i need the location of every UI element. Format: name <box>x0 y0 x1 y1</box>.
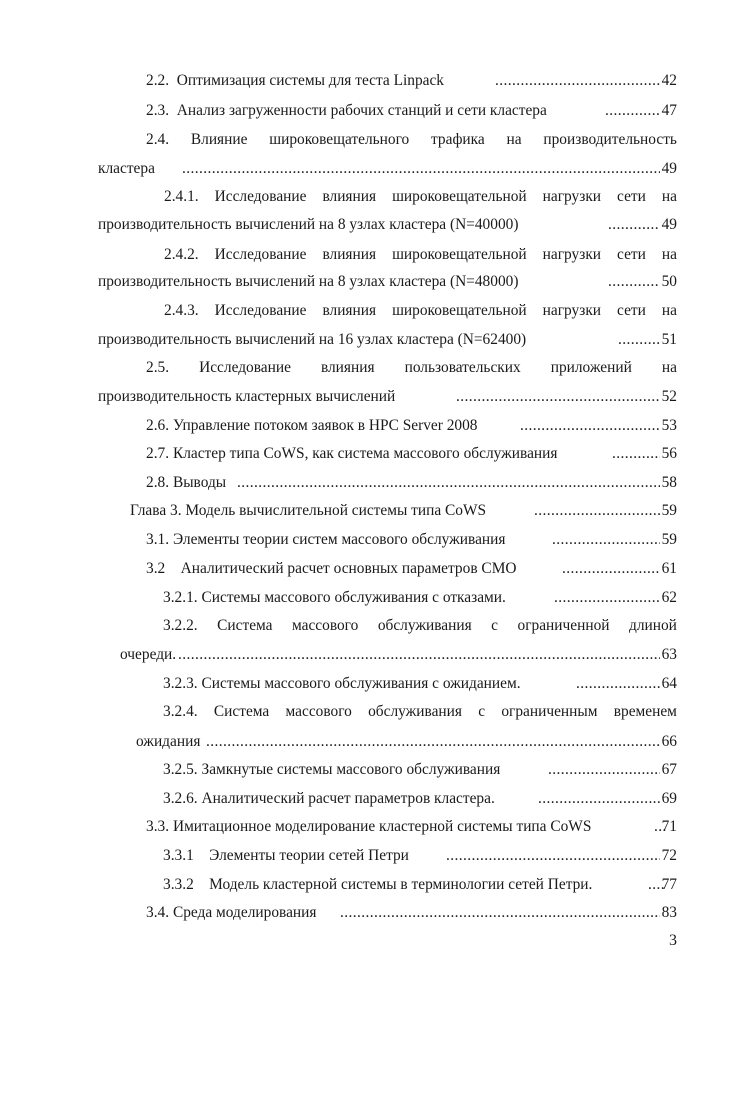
toc-title: Элементы теории сетей Петри <box>209 847 409 864</box>
toc-page: 42 <box>661 72 677 89</box>
toc-entry-2-6[interactable] <box>0 413 733 439</box>
toc-number: 3.2.5. <box>163 761 198 778</box>
toc-number: 3.2.6. <box>163 790 198 807</box>
toc-entry-chapter-3[interactable] <box>0 498 733 524</box>
leader-dots <box>548 757 660 783</box>
toc-page: 72 <box>661 847 677 864</box>
toc-entry-3-2-5[interactable] <box>0 757 733 783</box>
toc-entry-2-8[interactable] <box>0 470 733 496</box>
leader-dots <box>456 384 660 410</box>
toc-entry-2-5[interactable]: 2.5. Исследование влияния пользовательских приложений на <box>0 355 733 381</box>
toc-number: Глава 3. <box>130 502 182 519</box>
toc-page: 62 <box>661 589 677 606</box>
toc-number: 2.4.3. <box>164 302 199 319</box>
leader-dots <box>340 900 660 926</box>
toc-entry-2-3[interactable] <box>0 98 733 124</box>
toc-title: Управление потоком заявок в HPC Server 2008 <box>172 417 478 434</box>
toc-page: 47 <box>661 102 677 119</box>
toc-entry-2-4-2-cont[interactable] <box>0 269 733 295</box>
toc-entry-2-4-3[interactable]: 2.4.3. Исследование влияния широковещательной нагрузки сети на <box>0 298 733 324</box>
toc-title-cont: кластера <box>98 160 155 177</box>
toc-entry-3-2-4-cont[interactable] <box>0 729 733 755</box>
toc-number: 2.6. <box>146 417 170 434</box>
toc-title-cont: очереди. <box>120 646 177 663</box>
toc-entry-2-4-1[interactable]: 2.4.1. Исследование влияния широковещательной нагрузки сети на <box>0 184 733 210</box>
toc-number: 2.7. <box>146 445 170 462</box>
toc-title: Модель вычислительной системы типа CoWS <box>185 502 487 519</box>
toc-entry-3-2-2-cont[interactable] <box>0 642 733 668</box>
toc-title: Оптимизация системы для теста Linpack <box>176 72 445 89</box>
toc-number: 2.4. <box>146 131 170 148</box>
toc-number: 3.3. <box>146 818 170 835</box>
toc-page: 77 <box>661 876 677 893</box>
toc-number: 2.2. <box>146 72 170 89</box>
toc-number: 2.4.1. <box>164 188 199 205</box>
toc-page: 50 <box>661 273 677 290</box>
toc-entry-3-2[interactable] <box>0 556 733 582</box>
toc-page: 49 <box>661 160 677 177</box>
leader-dots <box>608 269 660 295</box>
toc-page: 83 <box>661 904 677 921</box>
toc-page: 56 <box>661 445 677 462</box>
toc-entry-2-2[interactable] <box>0 68 733 94</box>
toc-title: Аналитический расчет параметров кластера. <box>201 790 495 807</box>
leader-dots <box>576 671 660 697</box>
toc-page: 51 <box>661 331 677 348</box>
toc-number: 3.2.4. <box>163 703 198 720</box>
toc-title-cont: ожидания <box>136 733 201 750</box>
toc-number: 3.2 <box>146 560 166 577</box>
leader-dots <box>495 68 660 94</box>
toc-page: 69 <box>661 790 677 807</box>
toc-number: 2.3. <box>146 102 170 119</box>
toc-title: Системы массового обслуживания с ожиданием. <box>201 675 521 692</box>
toc-title-cont: производительность вычислений на 8 узлах кластера (N=48000) <box>98 273 519 290</box>
toc-entry-2-4-2[interactable]: 2.4.2. Исследование влияния широковещательной нагрузки сети на <box>0 242 733 268</box>
toc-entry-3-3-2[interactable] <box>0 872 733 898</box>
toc-entry-3-2-3[interactable] <box>0 671 733 697</box>
toc-number: 2.4.2. <box>164 246 199 263</box>
toc-entry-3-2-2[interactable]: 3.2.2. Система массового обслуживания с ограниченной длиной <box>0 613 733 639</box>
toc-entry-2-5-cont[interactable] <box>0 384 733 410</box>
toc-page: 58 <box>661 474 677 491</box>
toc-entry-2-4[interactable]: 2.4. Влияние широковещательного трафика на производительность <box>0 127 733 153</box>
toc-entry-3-3-1[interactable] <box>0 843 733 869</box>
leader-dots <box>562 556 660 582</box>
leader-dots <box>237 470 660 496</box>
toc-page: 63 <box>661 646 677 663</box>
toc-title-cont: производительность кластерных вычислений <box>98 388 396 405</box>
toc-title-cont: производительность вычислений на 8 узлах кластера (N=40000) <box>98 216 519 233</box>
leader-dots <box>612 441 660 467</box>
toc-page: 53 <box>661 417 677 434</box>
leader-dots <box>446 843 660 869</box>
leader-dots <box>538 786 660 812</box>
leader-dots <box>206 729 660 755</box>
leader-dots <box>554 585 660 611</box>
leader-dots <box>520 413 660 439</box>
toc-title-cont: производительность вычислений на 16 узлах кластера (N=62400) <box>98 331 527 348</box>
leader-dots <box>178 642 660 668</box>
toc-number: 3.2.1. <box>163 589 198 606</box>
toc-title: Среда моделирования <box>172 904 317 921</box>
toc-entry-3-4[interactable] <box>0 900 733 926</box>
toc-number: 2.8. <box>146 474 170 491</box>
toc-number: 3.3.1 <box>163 847 194 864</box>
toc-entry-3-2-6[interactable] <box>0 786 733 812</box>
toc-number: 2.5. <box>146 359 170 376</box>
toc-entry-2-4-3-cont[interactable] <box>0 327 733 353</box>
toc-entry-3-2-4[interactable]: 3.2.4. Система массового обслуживания с ограниченным временем <box>0 699 733 725</box>
toc-number: 3.1. <box>146 531 170 548</box>
toc-page: 49 <box>661 216 677 233</box>
toc-title: Аналитический расчет основных параметров СМО <box>180 560 517 577</box>
leader-dots <box>534 498 660 524</box>
toc-entry-2-4-1-cont[interactable] <box>0 212 733 238</box>
toc-page: 59 <box>661 502 677 519</box>
toc-page: 64 <box>661 675 677 692</box>
toc-title: Элементы теории систем массового обслуживания <box>172 531 506 548</box>
toc-entry-2-7[interactable] <box>0 441 733 467</box>
page-number: 3 <box>669 932 677 949</box>
leader-dots <box>182 156 660 182</box>
toc-number: 3.2.3. <box>163 675 198 692</box>
toc-title: Имитационное моделирование кластерной системы типа CoWS <box>172 818 592 835</box>
toc-page: 67 <box>661 761 677 778</box>
toc-entry-3-1[interactable] <box>0 527 733 553</box>
toc-entry-3-3[interactable] <box>0 814 733 840</box>
toc-page: 52 <box>661 388 677 405</box>
toc-page: 66 <box>661 733 677 750</box>
leader-dots <box>605 98 660 124</box>
toc-title: Модель кластерной системы в терминологии сетей Петри. <box>209 876 593 893</box>
toc-page: 71 <box>661 818 677 835</box>
toc-title: Замкнутые системы массового обслуживания <box>201 761 501 778</box>
leader-dots <box>618 327 660 353</box>
toc-title: Анализ загруженности рабочих станций и сети кластера <box>176 102 547 119</box>
toc-page: 59 <box>661 531 677 548</box>
toc-entry-3-2-1[interactable] <box>0 585 733 611</box>
toc-page: 61 <box>661 560 677 577</box>
toc-title: Выводы <box>172 474 227 491</box>
toc-number: 3.2.2. <box>163 617 198 634</box>
toc-entry-2-4-cont[interactable] <box>0 156 733 182</box>
leader-dots <box>608 212 660 238</box>
toc-number: 3.4. <box>146 904 170 921</box>
toc-title: Кластер типа CoWS, как система массового обслуживания <box>172 445 558 462</box>
leader-dots <box>552 527 660 553</box>
toc-number: 3.3.2 <box>163 876 194 893</box>
toc-title: Системы массового обслуживания с отказами. <box>201 589 506 606</box>
